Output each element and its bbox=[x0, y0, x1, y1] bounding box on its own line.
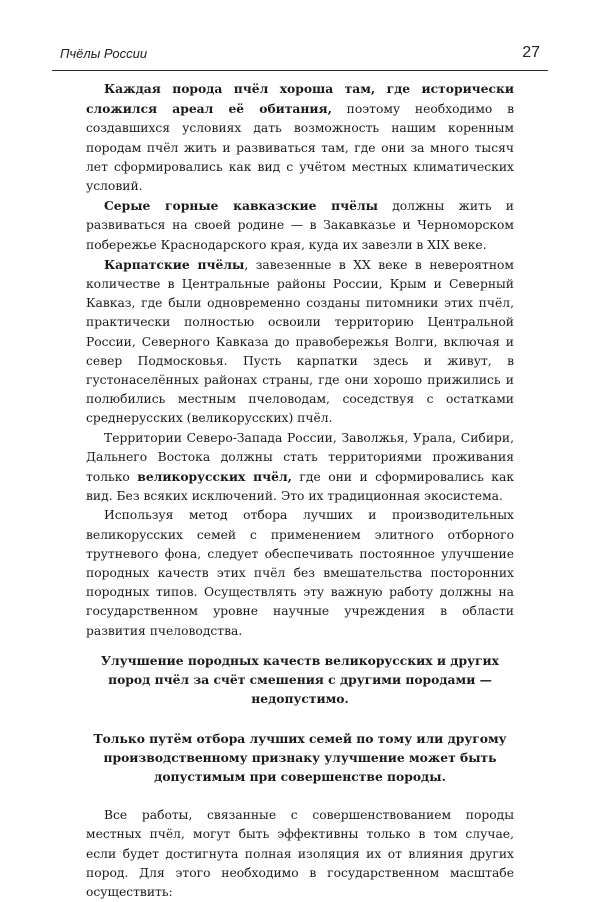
page-number: 27 bbox=[522, 44, 540, 61]
rule-no-mixing: Улучшение породных качеств великорусских и других пород пчёл за счёт смешения с другими породами — недопустимо. bbox=[101, 652, 499, 707]
paragraph-caucasian-bees-text: должны жить и развиваться на своей родине — в Закавказье и Черноморском побережье Краснодарского края, куда их завезли в XIX веке. bbox=[86, 199, 514, 252]
running-title: Пчёлы России bbox=[60, 46, 148, 61]
paragraph-areal-text: поэтому необходимо в создавшихся условиях дать возможность нашим коренным породам пчёл жить и развиваться там, где они за много тысяч лет сформировались как вид с учётом местных климатических условий. bbox=[86, 102, 514, 194]
paragraph-carpathian-bees-text: , завезенные в XX веке в невероятном количестве в Центральные районы России, Крым и Северный Кавказ, где были одновременно созданы питомники этих пчёл, практически полностью освоили территорию Центральной России, Северного Кавказа до правобережья Волги, включая и север Подмосковья. Пусть карпатки здесь и живут, в густонаселённых районах страны, где они хорошо прижились и полюбились местным пчеловодам, соседствуя с остатками среднерусских (великорусских) пчёл. bbox=[86, 257, 514, 426]
paragraph-caucasian-bees-bold: Серые горные кавказские пчёлы bbox=[104, 198, 378, 214]
running-header bbox=[52, 44, 548, 71]
rule-selection-only: Только путём отбора лучших семей по тому или другому производственному признаку улучшение может быть допустимым при совершенстве породы. bbox=[93, 730, 507, 784]
page-body bbox=[86, 79, 514, 902]
paragraph-territories-bold: великорусских пчёл, bbox=[137, 469, 292, 485]
paragraph-carpathian-bees-bold: Карпатские пчёлы bbox=[104, 256, 245, 272]
paragraph-caucasian-bees bbox=[86, 196, 514, 255]
paragraph-isolation: Все работы, связанные с совершенствованием породы местных пчёл, могут быть эффективны только в том случае, если будет достигнута полная изоляция их от влияния других пород. Для этого необходимо в государственном масштабе осуществить: bbox=[86, 808, 514, 899]
paragraph-territories-text-before: Территории Северо-Запада России, Заволжья, Урала, Сибири, Дальнего Востока должны стать территориями проживания только bbox=[86, 430, 514, 485]
paragraph-territories-text-after: где они и сформировались как вид. Без всяких исключений. Это их традиционная экосистема. bbox=[86, 470, 515, 504]
paragraph-territories bbox=[86, 429, 514, 507]
paragraph-areal-bold: Каждая порода пчёл хороша там, где исторически сложился ареал её обитания, bbox=[86, 81, 514, 117]
paragraph-selection-method: Используя метод отбора лучших и производительных великорусских семей с применением элитного отборного трутневого фона, следует обеспечивать постоянное улучшение породных качеств этих пчёл без вмешательства посторонних породных типов. Осуществлять эту важную работу должны на государственном уровне научные учреждения в области развития пчеловодства. bbox=[86, 508, 514, 638]
paragraph-carpathian-bees bbox=[86, 255, 514, 429]
paragraph-areal bbox=[86, 79, 514, 196]
